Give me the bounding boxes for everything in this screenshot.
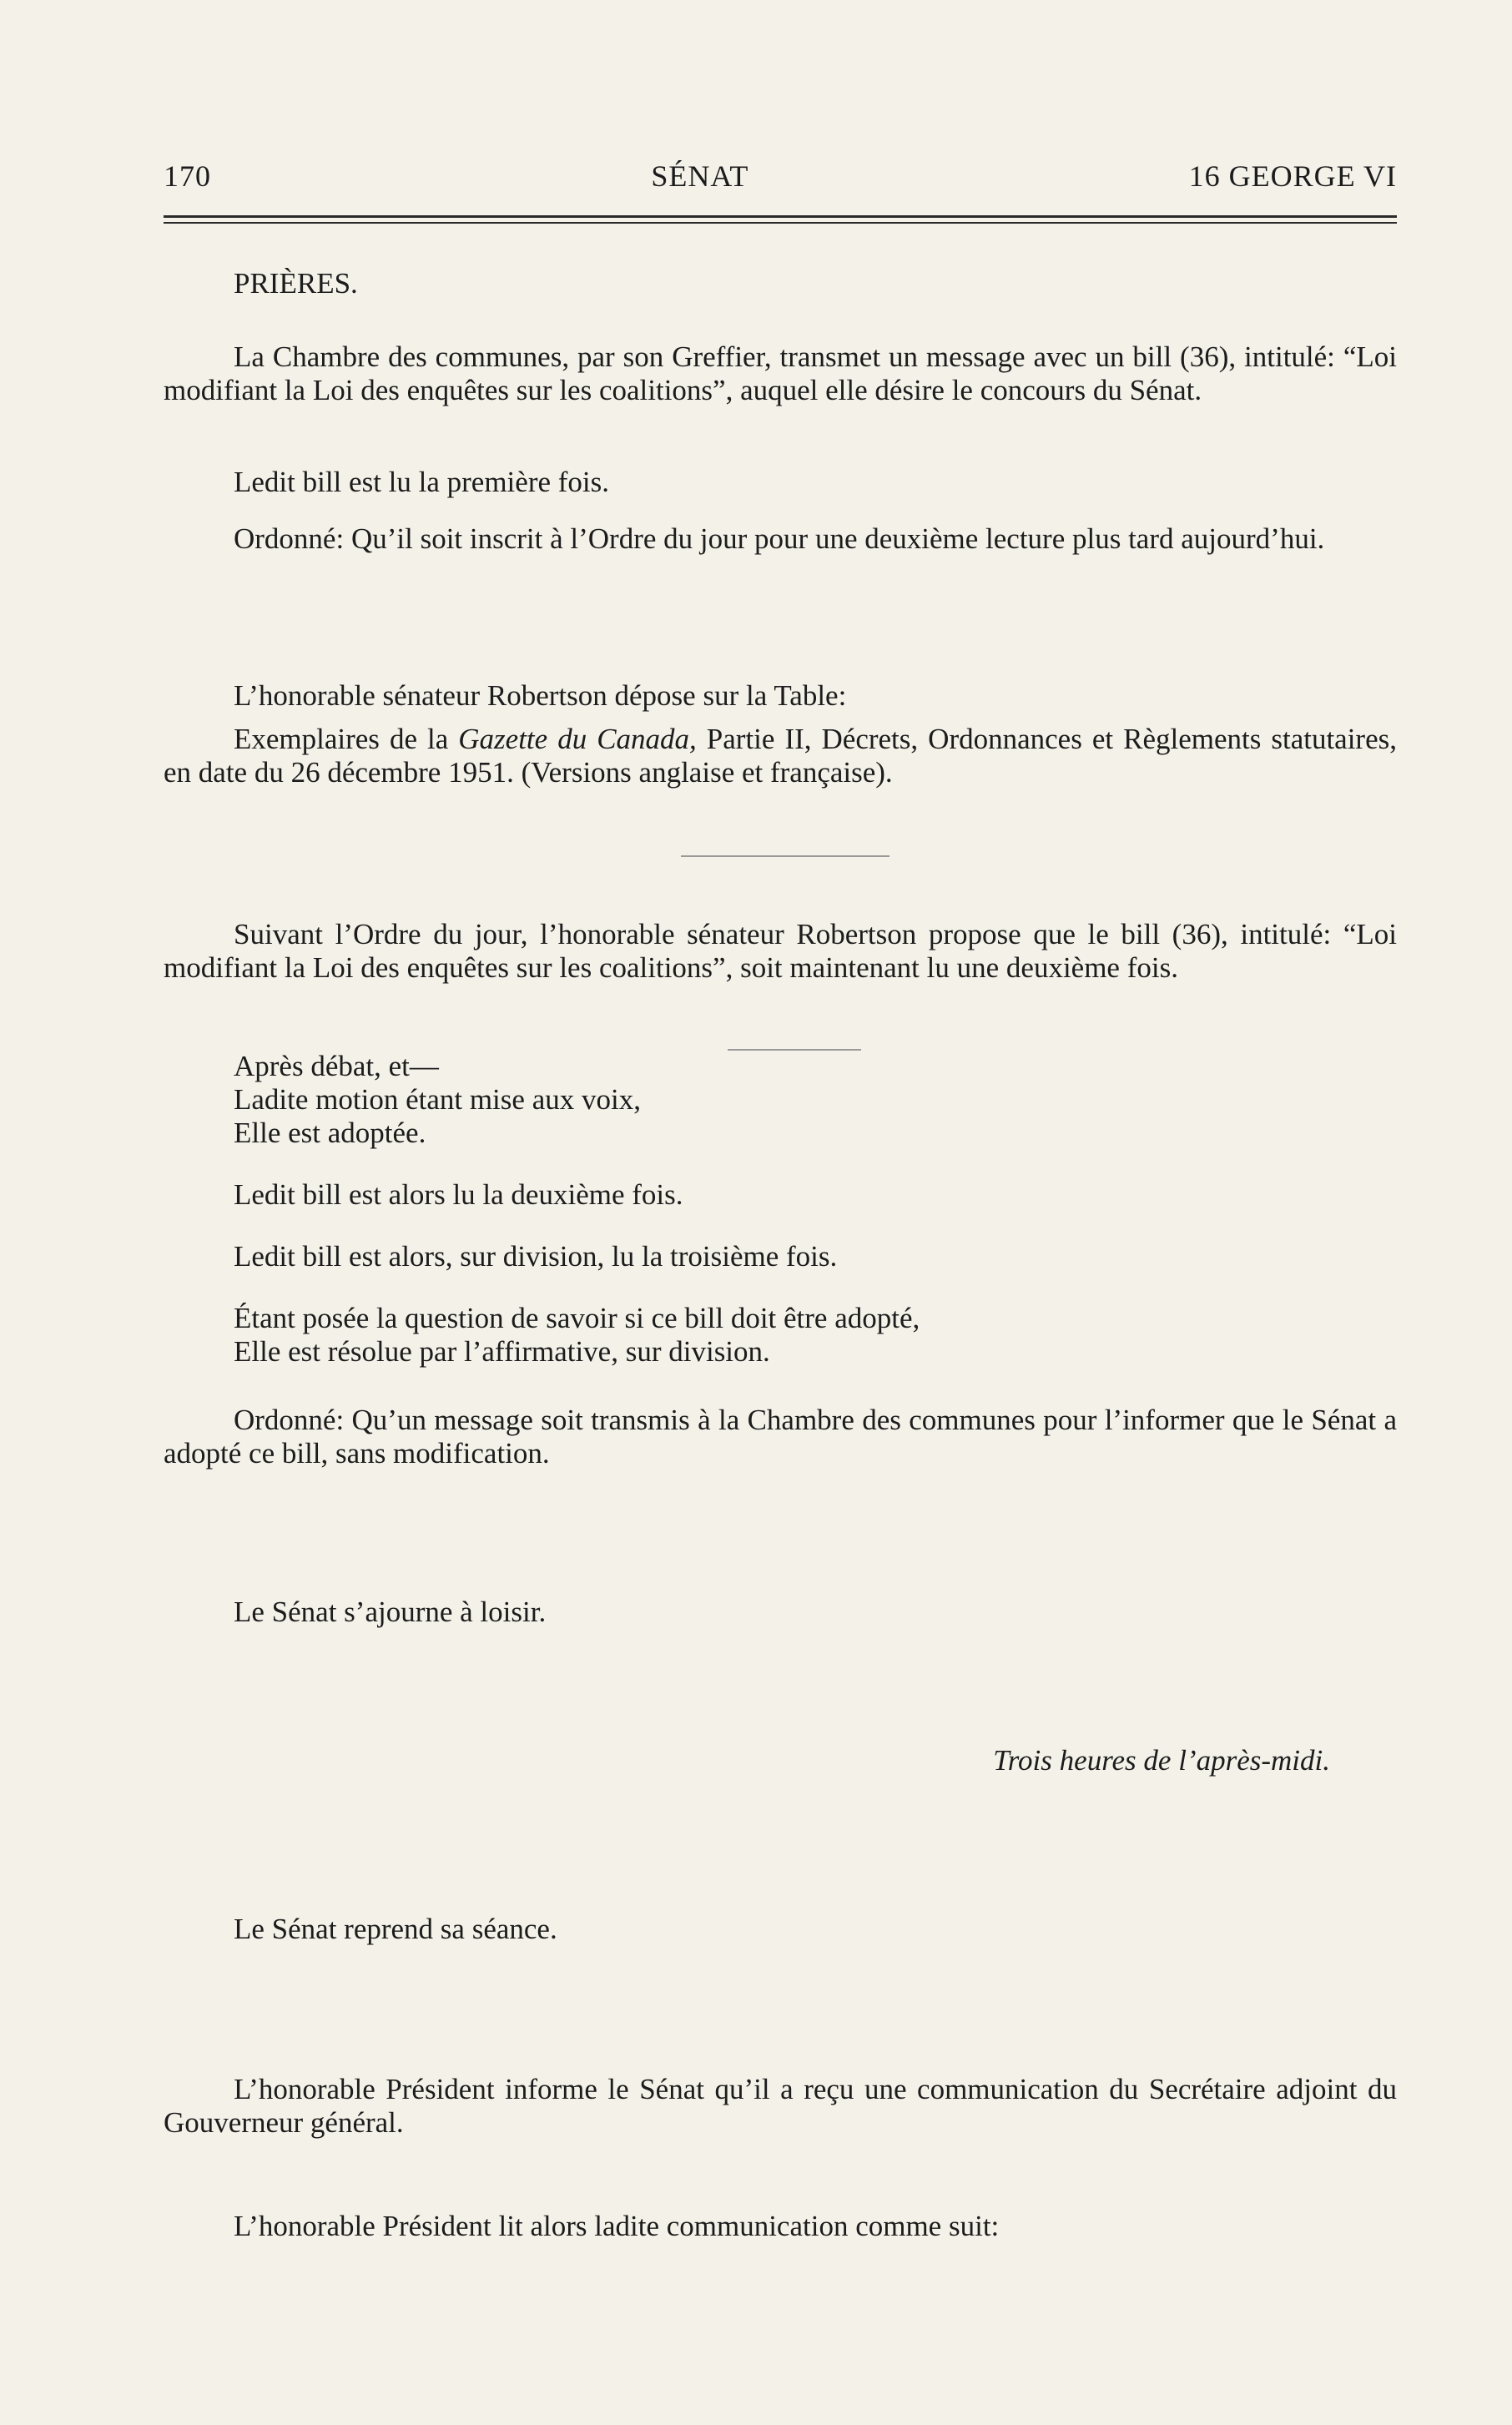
section-divider: [681, 855, 890, 857]
paragraph-motion-put: Ladite motion étant mise aux voix,: [234, 1083, 641, 1116]
paragraph-message-commons: Ordonné: Qu’un message soit transmis à la Chambre des communes pour l’informer que le Sénat a adopté ce bill, sans modification.: [164, 1404, 1397, 1470]
paragraph-message: La Chambre des communes, par son Greffier, transmet un message avec un bill (36), intitulé: “Loi modifiant la Loi des enquêtes sur les coalitions”, auquel elle désire le concours du Sénat.: [164, 340, 1397, 406]
paragraph-adopted: Elle est adoptée.: [234, 1117, 426, 1149]
paragraph-adjourn: Le Sénat s’ajourne à loisir.: [234, 1596, 547, 1628]
paragraph-read-communication: L’honorable Président lit alors ladite communication comme suit:: [234, 2210, 1000, 2242]
header-title: SÉNAT: [651, 159, 749, 193]
header-regnal-year: 16 GEORGE VI: [1188, 159, 1397, 193]
prieres-heading: PRIÈRES.: [234, 267, 358, 300]
paragraph-order: Ordonné: Qu’il soit inscrit à l’Ordre du jour pour une deuxième lecture plus tard aujourd’hui.: [234, 522, 1325, 555]
header-rule: [164, 215, 1397, 218]
paragraph-first-reading: Ledit bill est lu la première fois.: [234, 466, 610, 498]
paragraph-resolved: Elle est résolue par l’affirmative, sur division.: [234, 1335, 770, 1368]
paragraph-second-reading: Ledit bill est alors lu la deuxième fois.: [234, 1178, 683, 1211]
paragraph-tabling: L’honorable sénateur Robertson dépose sur la Table:: [234, 679, 847, 712]
paragraph-gazette: Exemplaires de la Gazette du Canada, Partie II, Décrets, Ordonnances et Règlements statutaires, en date du 26 décembre 1951. (Versions anglaise et française).: [164, 723, 1397, 789]
header-rule-second: [164, 222, 1397, 224]
page: [164, 159, 1397, 224]
paragraph-communication: L’honorable Président informe le Sénat qu’il a reçu une communication du Secrétaire adjoint du Gouverneur général.: [164, 2073, 1397, 2139]
paragraph-question: Étant posée la question de savoir si ce bill doit être adopté,: [234, 1302, 920, 1334]
paragraph-resume: Le Sénat reprend sa séance.: [234, 1913, 557, 1945]
paragraph-second-reading-motion: Suivant l’Ordre du jour, l’honorable sénateur Robertson propose que le bill (36), intitulé: “Loi modifiant la Loi des enquêtes sur les coalitions”, soit maintenant lu une deuxième fois.: [164, 918, 1397, 984]
running-header: [164, 159, 1397, 194]
paragraph-third-reading: Ledit bill est alors, sur division, lu la troisième fois.: [234, 1240, 838, 1273]
time-heading: Trois heures de l’après-midi.: [993, 1744, 1330, 1777]
page-number: 170: [164, 159, 211, 193]
paragraph-debate: Après débat, et—: [234, 1050, 439, 1082]
gazette-title: Gazette du Canada,: [458, 723, 697, 755]
